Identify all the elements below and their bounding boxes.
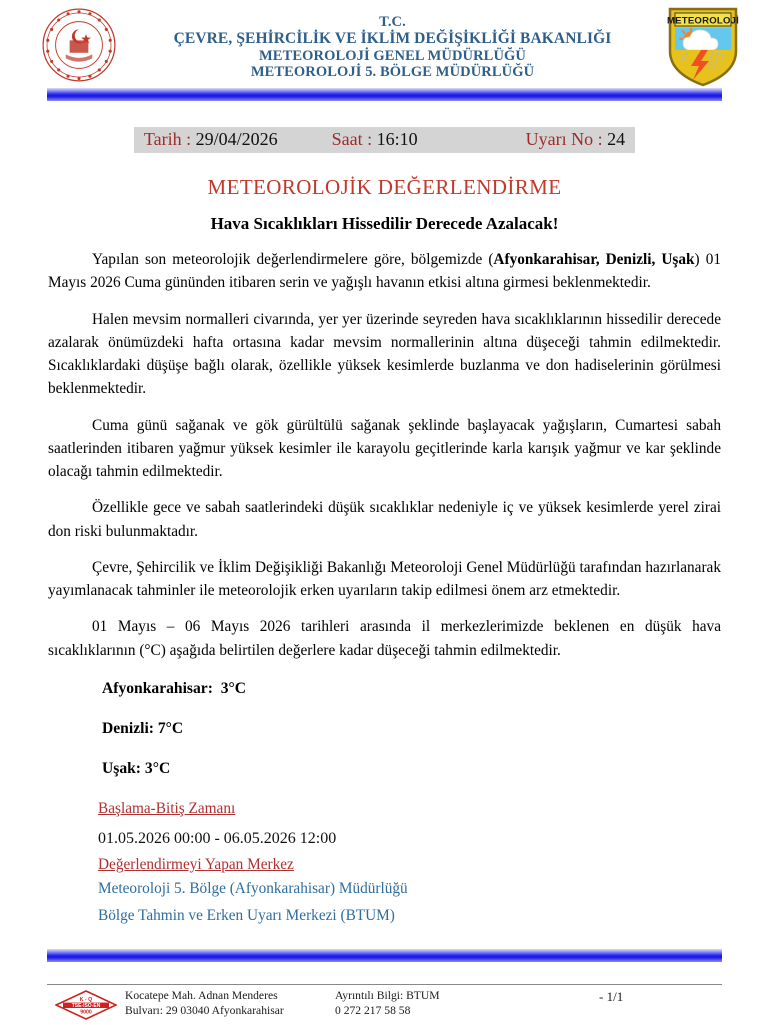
info-bar	[134, 127, 635, 153]
paragraph-5: Çevre, Şehircilik ve İklim Değişikliği Bakanlığı Meteoroloji Genel Müdürlüğü tarafından hazırlanarak yayımlanacak tahminler ile meteorolojik erken uyarıların takip edilmesi önem arz etmektedir.	[48, 558, 721, 599]
info-bar-wrapper	[0, 127, 769, 153]
warning-no-value: 24	[607, 129, 626, 149]
document-body	[0, 248, 769, 925]
warning-no-label: Uyarı No :	[525, 129, 608, 149]
footer-contact-line-1: Ayrıntılı Bilgi: BTUM	[335, 989, 440, 1002]
paragraph-2: Halen mevsim normalleri civarında, yer yer üzerinde seyreden hava sıcaklıklarının hissedilir derecede azalarak önümüzdeki hafta ortasına kadar mevsim normallerinin altına düşeceği tahmin edilmektedir. Sıcaklıklardaki düşüşe bağlı olarak, özellikle yüksek kesimlerde buzlanma ve don hadiselerinin görülmesi beklenmektedir.	[48, 310, 721, 398]
document-header	[0, 0, 769, 86]
header-line-region: METEOROLOJİ 5. BÖLGE MÜDÜRLÜĞÜ	[250, 63, 535, 80]
ministry-seal-logo	[40, 6, 118, 84]
header-title-block	[118, 6, 667, 80]
issuing-center-heading: Değerlendirmeyi Yapan Merkez	[98, 855, 294, 873]
city-temperature: 7°C	[157, 719, 184, 737]
footer-address	[125, 989, 335, 1019]
svg-text:TSE-ISO-EN: TSE-ISO-EN	[71, 1002, 101, 1009]
city-name: Afyonkarahisar:	[102, 679, 213, 697]
footer-contact	[335, 989, 565, 1019]
meta-block	[48, 800, 721, 925]
date-label: Tarih :	[143, 129, 196, 149]
temperature-list	[48, 680, 721, 778]
temperature-row	[102, 760, 721, 778]
paragraph-1-part-b: ) 01 Mayıs 2026 Cuma gününden itibaren serin ve yağışlı havanın etkisi altına girmesi beklenmektedir.	[48, 251, 721, 292]
city-temperature: 3°C	[220, 679, 246, 697]
footer-address-line-1: Kocatepe Mah. Adnan Menderes	[125, 989, 278, 1002]
svg-text:METEOROLOJİ: METEOROLOJİ	[667, 15, 739, 27]
paragraph-6: 01 Mayıs – 06 Mayıs 2026 tarihleri arasında il merkezlerimizde beklenen en düşük hava sıcaklıklarının (°C) aşağıda belirtilen değerlere kadar düşeceği tahmin edilmektedir.	[48, 618, 721, 659]
header-line-tc: T.C.	[379, 14, 406, 30]
footer-address-line-2: Bulvarı: 29 03040 Afyonkarahisar	[125, 1003, 284, 1017]
page-title: METEOROLOJİK DEĞERLENDİRME	[207, 175, 562, 199]
start-end-time-value: 01.05.2026 00:00 - 06.05.2026 12:00	[98, 829, 337, 847]
date-value: 29/04/2026	[195, 129, 278, 149]
paragraph-1-part-a: Yapılan son meteorolojik değerlendirmelere göre, bölgemizde (	[92, 251, 494, 268]
header-divider-bar	[47, 88, 722, 101]
footer-contact-line-2: 0 272 217 58 58	[335, 1003, 411, 1017]
footer-content	[0, 985, 769, 1024]
temperature-row	[102, 720, 721, 738]
time-label: Saat :	[331, 129, 377, 149]
footer-page-number: - 1/1	[599, 989, 624, 1004]
page-subtitle: Hava Sıcaklıkları Hissedilir Derecede Azalacak!	[210, 214, 559, 233]
issuing-center-line-1: Meteoroloji 5. Bölge (Afyonkarahisar) Müdürlüğü	[98, 879, 408, 897]
svg-text:K - Q: K - Q	[79, 997, 93, 1003]
footer-divider-bar	[47, 949, 722, 962]
city-name: Uşak:	[102, 759, 141, 777]
issuing-center-line-2: Bölge Tahmin ve Erken Uyarı Merkezi (BTUM)	[98, 906, 395, 924]
meteoroloji-shield-logo	[667, 6, 739, 86]
header-line-directorate: METEOROLOJİ GENEL MÜDÜRLÜĞÜ	[259, 47, 526, 64]
warning-no-cell	[526, 129, 625, 150]
document-footer	[0, 949, 769, 1024]
start-end-time-heading: Başlama-Bitiş Zamanı	[98, 799, 236, 817]
svg-text:9000: 9000	[80, 1009, 92, 1016]
affected-provinces: Afyonkarahisar, Denizli, Uşak	[493, 251, 695, 268]
paragraph-1	[48, 248, 721, 295]
time-cell	[332, 129, 526, 150]
paragraph-4: Özellikle gece ve sabah saatlerindeki düşük sıcaklıklar nedeniyle iç ve yüksek kesimlerde yerel zirai don riski bulunmaktadır.	[48, 499, 721, 540]
city-name: Denizli:	[102, 719, 154, 737]
paragraph-3: Cuma günü sağanak ve gök gürültülü sağanak şeklinde başlayacak yağışların, Cumartesi sabah saatlerinden itibaren yağmur yüksek kesimler ile karayolu geçitlerinde karla karışık yağmur ve kar şeklinde olacağı tahmin edilmektedir.	[48, 416, 721, 480]
city-temperature: 3°C	[144, 759, 171, 777]
tse-iso-en-9000-logo	[55, 990, 117, 1020]
header-line-ministry: ÇEVRE, ŞEHİRCİLİK VE İKLİM DEĞİŞİKLİĞİ BAKANLIĞI	[173, 30, 612, 48]
time-value: 16:10	[376, 129, 418, 149]
date-cell	[144, 129, 332, 150]
temperature-row	[102, 680, 721, 698]
